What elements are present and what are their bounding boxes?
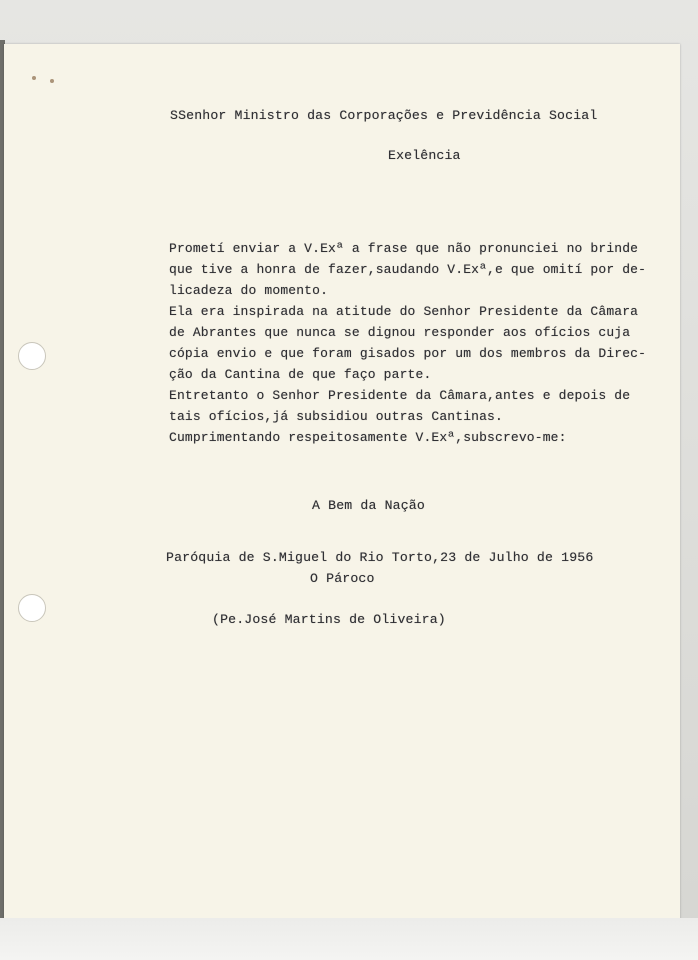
letter-page bbox=[4, 44, 680, 922]
addressee-line: SSenhor Ministro das Corporações e Previdência Social bbox=[170, 108, 598, 123]
scan-bottom-margin bbox=[0, 918, 698, 960]
signer-name: (Pe.José Martins de Oliveira) bbox=[212, 612, 446, 627]
body-line: cópia envio e que foram gisados por um dos membros da Direc- bbox=[169, 346, 647, 361]
body-line: ção da Cantina de que faço parte. bbox=[169, 367, 432, 382]
salutation: Exelência bbox=[388, 148, 461, 163]
punch-hole bbox=[18, 342, 46, 370]
body-line: Ela era inspirada na atitude do Senhor Presidente da Câmara bbox=[169, 304, 639, 319]
place-and-date: Paróquia de S.Miguel do Rio Torto,23 de Julho de 1956 bbox=[166, 550, 594, 565]
signer-role: O Pároco bbox=[310, 571, 375, 586]
ink-stain bbox=[32, 76, 36, 80]
ink-stain bbox=[50, 79, 54, 83]
body-line: Cumprimentando respeitosamente V.Exª,subscrevo-me: bbox=[169, 430, 567, 445]
body-line: Prometí enviar a V.Exª a frase que não pronunciei no brinde bbox=[169, 241, 639, 256]
body-line: licadeza do momento. bbox=[169, 283, 329, 298]
body-line: que tive a honra de fazer,saudando V.Exª,e que omití por de- bbox=[169, 262, 647, 277]
body-line: tais ofícios,já subsidiou outras Cantinas. bbox=[169, 409, 503, 424]
punch-hole bbox=[18, 594, 46, 622]
closing-formula: A Bem da Nação bbox=[312, 498, 425, 513]
body-line: de Abrantes que nunca se dignou responder aos ofícios cuja bbox=[169, 325, 631, 340]
body-line: Entretanto o Senhor Presidente da Câmara,antes e depois de bbox=[169, 388, 631, 403]
